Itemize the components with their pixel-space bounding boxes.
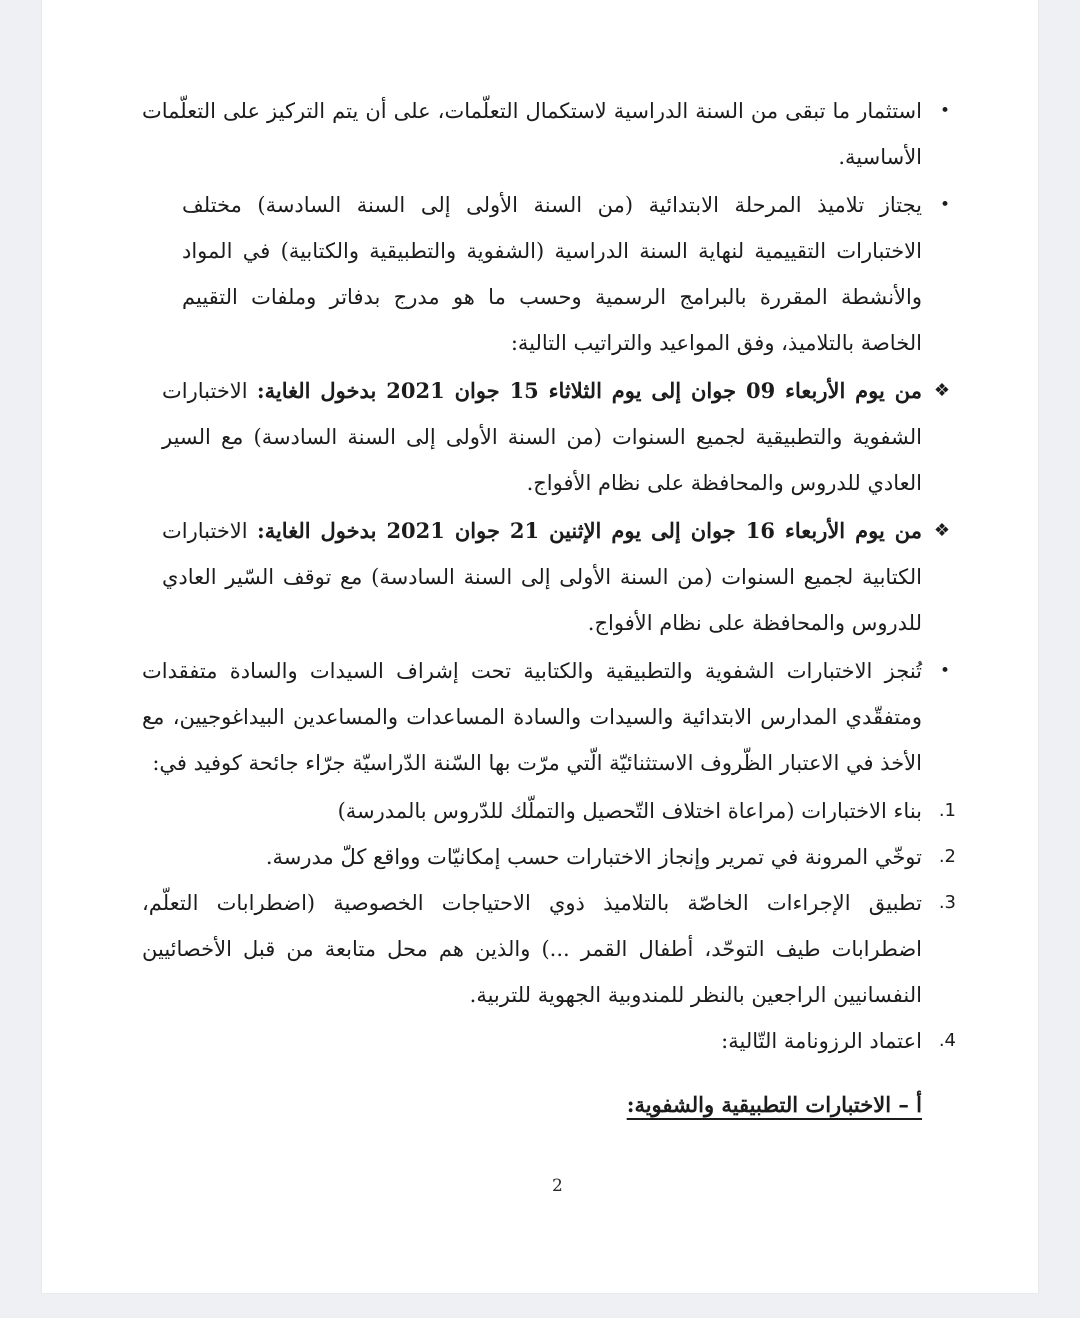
bullet-paragraph-3 <box>142 648 950 786</box>
bullet-paragraph-2 <box>182 182 950 366</box>
diamond-bullet-icon: ❖ <box>933 520 950 541</box>
item-number: 4. <box>938 1030 956 1051</box>
item-text: اعتماد الرزونامة التّالية: <box>721 1029 922 1053</box>
bullet-marker: • <box>939 661 950 681</box>
paragraph-text: استثمار ما تبقى من السنة الدراسية لاستكمال التعلّمات، على أن يتم التركيز على التعلّمات الأساسية. <box>142 99 922 169</box>
paragraph-text: يجتاز تلاميذ المرحلة الابتدائية (من السنة الأولى إلى السنة السادسة) مختلف الاختبارات التقييمية لنهاية السنة الدراسية (الشفوية والتطبيقية والكتابية) في المواد والأنشطة المقررة بالبرامج الرسمية وحسب ما هو مدرج بدفاتر وملفات التقييم الخاصة بالتلاميذ، وفق المواعيد والتراتيب التالية: <box>182 193 922 355</box>
item-number: 2. <box>938 846 956 867</box>
item-text: بناء الاختبارات (مراعاة اختلاف التّحصيل والتملّك للدّروس بالمدرسة) <box>337 799 922 823</box>
schedule-text: الاختبارات الكتابية لجميع السنوات (من السنة الأولى إلى السنة السادسة) مع توقف السّير العادي للدروس والمحافظة على نظام الأفواج. <box>162 519 922 635</box>
bullet-marker: • <box>939 101 950 121</box>
item-number: 3. <box>938 892 956 913</box>
section-subheading: أ – الاختبارات التطبيقية والشفوية: <box>626 1092 922 1117</box>
schedule-dates: من يوم الأربعاء 16 جوان إلى يوم الإثنين 21 جوان 2021 بدخول الغاية: <box>256 518 922 543</box>
numbered-item-1 <box>142 788 956 834</box>
paragraph-text: تُنجز الاختبارات الشفوية والتطبيقية والكتابية تحت إشراف السيدات والسادة متفقدات ومتفقّدي المدارس الابتدائية والسيدات والسادة المساعدات والمساعدين البيداغوجيين، مع الأخذ في الاعتبار الظّروف الاستثنائيّة الّتي مرّت بها السّنة الدّراسيّة جرّاء جائحة كوفيد في: <box>142 659 922 775</box>
schedule-text: الاختبارات الشفوية والتطبيقية لجميع السنوات (من السنة الأولى إلى السنة السادسة) مع السير العادي للدروس والمحافظة على نظام الأفواج. <box>162 379 922 495</box>
page-number: 2 <box>552 1176 563 1196</box>
bullet-marker: • <box>939 195 950 215</box>
schedule-item-1 <box>162 368 950 506</box>
numbered-item-3 <box>142 880 956 1018</box>
bullet-paragraph-1 <box>142 88 950 180</box>
document-page <box>42 0 1038 1293</box>
item-text: تطبيق الإجراءات الخاصّة بالتلاميذ ذوي الاحتياجات الخصوصية (اضطرابات التعلّم، اضطرابات طيف التوحّد، أطفال القمر ...) والذين هم محل متابعة من قبل الأخصائيين النفسانيين الراجعين بالنظر للمندوبية الجهوية للتربية. <box>142 891 922 1007</box>
item-text: توخّي المرونة في تمرير وإنجاز الاختبارات حسب إمكانيّات وواقع كلّ مدرسة. <box>265 845 922 869</box>
diamond-bullet-icon: ❖ <box>933 380 950 401</box>
schedule-item-2 <box>162 508 950 646</box>
numbered-item-4 <box>142 1018 956 1064</box>
item-number: 1. <box>938 800 956 821</box>
numbered-item-2 <box>142 834 956 880</box>
page-content <box>142 88 956 1128</box>
schedule-dates: من يوم الأربعاء 09 جوان إلى يوم الثلاثاء 15 جوان 2021 بدخول الغاية: <box>256 378 922 403</box>
